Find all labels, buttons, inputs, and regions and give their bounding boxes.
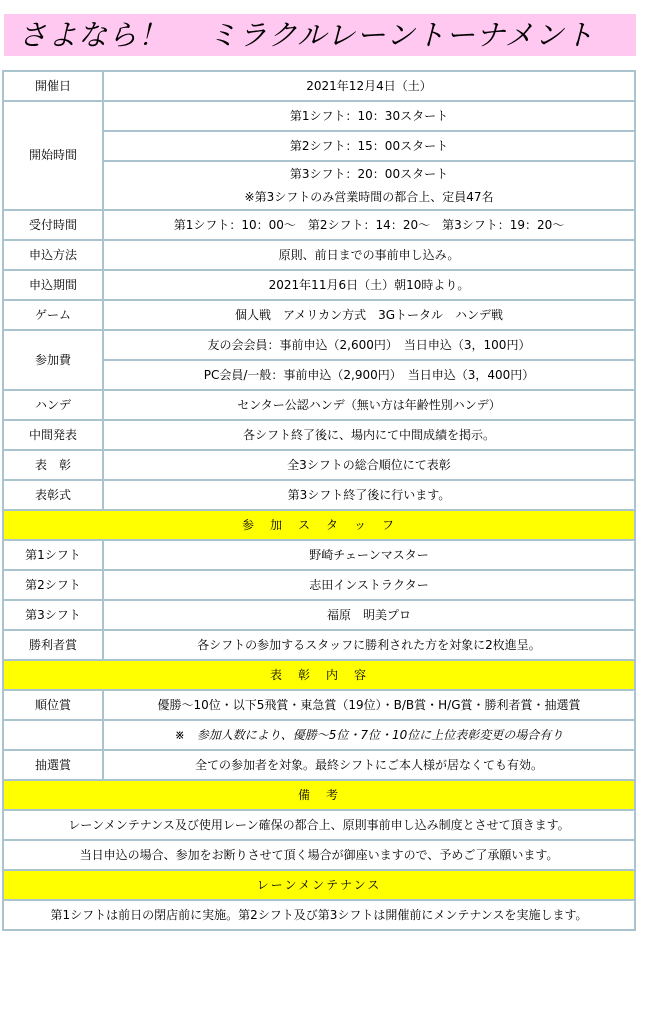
- title-part1: さよなら！: [18, 18, 169, 52]
- label-staff-shift2: 第2シフト: [3, 570, 103, 600]
- maintenance-section-header: レーンメンテナンス: [3, 870, 635, 900]
- value-lottery: 全ての参加者を対象。最終シフトにご本人様が居なくても有効。: [103, 750, 635, 780]
- row-reception: [3, 210, 635, 240]
- remarks-line1: レーンメンテナンス及び使用レーン確保の都合上、原則事前申し込み制度とさせて頂きます。: [3, 810, 635, 840]
- value-fee-general: PC会員/一般：事前申込（2,900円） 当日申込（3，400円）: [103, 360, 635, 390]
- remarks-section-header: 備 考: [3, 780, 635, 810]
- row-rank-prize: [3, 690, 635, 720]
- value-apply-period: 2021年11月6日（土）朝10時より。: [103, 270, 635, 300]
- row-remarks-1: [3, 810, 635, 840]
- row-award: [3, 450, 635, 480]
- value-staff-shift3: 福原 明美プロ: [103, 600, 635, 630]
- value-award: 全3シフトの総合順位にて表彰: [103, 450, 635, 480]
- remarks-line2: 当日申込の場合、参加をお断りさせて頂く場合が御座いますので、予めご了承願います。: [3, 840, 635, 870]
- label-start-time: 開始時間: [3, 101, 103, 210]
- row-lottery: [3, 750, 635, 780]
- label-date: 開催日: [3, 71, 103, 101]
- row-handicap: [3, 390, 635, 420]
- value-fee-member: 友の会会員：事前申込（2,600円） 当日申込（3，100円）: [103, 330, 635, 360]
- value-apply-method: 原則、前日までの事前申し込み。: [103, 240, 635, 270]
- maintenance-line1: 第1シフトは前日の閉店前に実施。第2シフト及び第3シフトは開催前にメンテナンスを実施します。: [3, 900, 635, 930]
- label-winner-prize: 勝利者賞: [3, 630, 103, 660]
- row-fee-1: [3, 330, 635, 360]
- row-interim: [3, 420, 635, 450]
- row-staff-shift2: [3, 570, 635, 600]
- row-staff-shift3: [3, 600, 635, 630]
- shift3-capacity-note: ※第3シフトのみ営業時間の都合上、定員47名: [244, 189, 494, 204]
- value-ceremony: 第3シフト終了後に行います。: [103, 480, 635, 510]
- maintenance-section-header-row: [3, 870, 635, 900]
- label-staff-shift1: 第1シフト: [3, 540, 103, 570]
- row-remarks-2: [3, 840, 635, 870]
- label-apply-method: 申込方法: [3, 240, 103, 270]
- label-interim: 中間発表: [3, 420, 103, 450]
- label-apply-period: 申込期間: [3, 270, 103, 300]
- value-staff-shift2: 志田インストラクター: [103, 570, 635, 600]
- value-start-shift2: 第2シフト：15：00スタート: [103, 131, 635, 161]
- title-banner: [4, 14, 636, 56]
- label-ceremony: 表彰式: [3, 480, 103, 510]
- row-apply-period: [3, 270, 635, 300]
- title-part2: ミラクルレーントーナメント: [208, 18, 595, 52]
- row-start-time-1: [3, 101, 635, 131]
- value-interim: 各シフト終了後に、場内にて中間成績を掲示。: [103, 420, 635, 450]
- staff-section-header-row: [3, 510, 635, 540]
- award-section-header-row: [3, 660, 635, 690]
- row-winner-prize: [3, 630, 635, 660]
- label-award: 表 彰: [3, 450, 103, 480]
- rank-prize-note: ※ 参加人数により、優勝～5位・7位・10位に上位表彰変更の場合有り: [103, 720, 635, 750]
- row-ceremony: [3, 480, 635, 510]
- award-section-header: 表 彰 内 容: [3, 660, 635, 690]
- row-rank-note: [3, 720, 635, 750]
- value-start-shift1: 第1シフト：10：30スタート: [103, 101, 635, 131]
- event-info-table: [2, 70, 636, 931]
- value-start-shift3: 第3シフト：20：00スタート: [289, 166, 449, 181]
- rank-note-empty-label: [3, 720, 103, 750]
- value-game: 個人戦 アメリカン方式 3Gトータル ハンデ戦: [103, 300, 635, 330]
- row-maintenance-1: [3, 900, 635, 930]
- label-rank-prize: 順位賞: [3, 690, 103, 720]
- value-reception: 第1シフト：10：00～ 第2シフト：14：20～ 第3シフト：19：20～: [103, 210, 635, 240]
- value-winner-prize: 各シフトの参加するスタッフに勝利された方を対象に2枚進呈。: [103, 630, 635, 660]
- label-lottery: 抽選賞: [3, 750, 103, 780]
- label-staff-shift3: 第3シフト: [3, 600, 103, 630]
- remarks-section-header-row: [3, 780, 635, 810]
- value-start-shift3-cell: [103, 161, 635, 210]
- label-fee: 参加費: [3, 330, 103, 390]
- staff-section-header: 参 加 ス タ ッ フ: [3, 510, 635, 540]
- row-apply-method: [3, 240, 635, 270]
- page-title: [18, 18, 595, 52]
- label-handicap: ハンデ: [3, 390, 103, 420]
- row-game: [3, 300, 635, 330]
- value-rank-prize: 優勝～10位・以下5飛賞・東急賞（19位）・B/B賞・H/G賞・勝利者賞・抽選賞: [103, 690, 635, 720]
- value-date: 2021年12月4日（土）: [103, 71, 635, 101]
- label-reception: 受付時間: [3, 210, 103, 240]
- label-game: ゲーム: [3, 300, 103, 330]
- row-date: [3, 71, 635, 101]
- value-handicap: センター公認ハンデ（無い方は年齢性別ハンデ）: [103, 390, 635, 420]
- row-staff-shift1: [3, 540, 635, 570]
- value-staff-shift1: 野崎チェーンマスター: [103, 540, 635, 570]
